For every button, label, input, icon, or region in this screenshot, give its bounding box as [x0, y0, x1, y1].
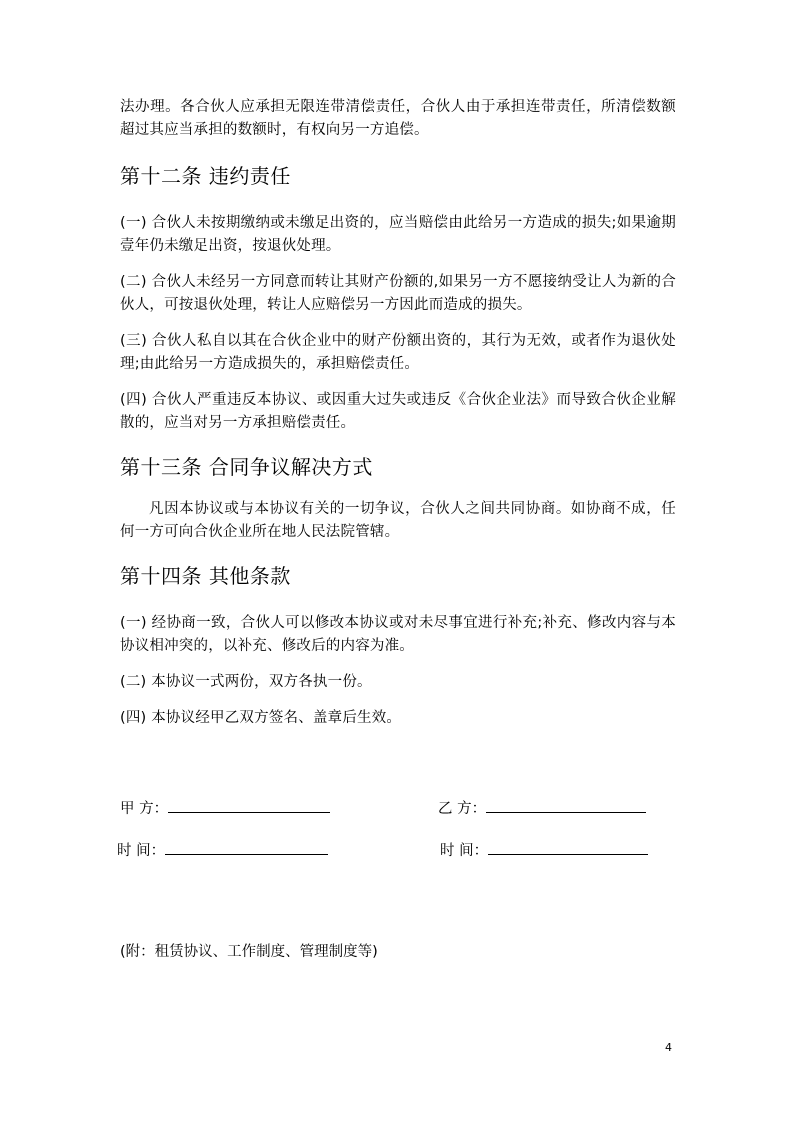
party-b-signature-line[interactable]: [486, 798, 646, 813]
attachment-note: (附：租赁协议、工作制度、管理制度等): [120, 944, 378, 960]
party-a-signature-line[interactable]: [168, 798, 330, 813]
clause-14-4: (四) 本协议经甲乙双方签名、盖章后生效。: [120, 710, 402, 726]
time-a-label: 时 间：: [117, 843, 166, 859]
clause-12-1: (一) 合伙人未按期缴纳或未缴足出资的，应当赔偿由此给另一方造成的损失;如果逾期壹年仍未缴足出资，按退伙处理。: [120, 215, 676, 254]
signature-party-b: [438, 798, 646, 819]
document-body: [120, 96, 676, 744]
section-heading-12: 第十二条 违约责任: [120, 164, 291, 188]
party-a-label: 甲 方：: [120, 801, 169, 817]
section-heading-14: 第十四条 其他条款: [120, 564, 291, 588]
signature-time-b: [440, 840, 648, 861]
page-number: 4: [665, 1041, 672, 1054]
section-heading-13: 第十三条 合同争议解决方式: [120, 455, 373, 479]
clause-12-3: (三) 合伙人私自以其在合伙企业中的财产份额出资的，其行为无效，或者作为退伙处理;由此给另一方造成损失的，承担赔偿责任。: [120, 333, 676, 372]
intro-paragraph: 法办理。各合伙人应承担无限连带清偿责任，合伙人由于承担连带责任，所清偿数额超过其应当承担的数额时，有权向另一方追偿。: [120, 99, 676, 138]
party-b-label: 乙 方：: [438, 801, 487, 817]
signature-party-a: [120, 798, 330, 819]
clause-14-1: (一) 经协商一致，合伙人可以修改本协议或对未尽事宜进行补充;补充、修改内容与本协议相冲突的，以补充、修改后的内容为准。: [120, 615, 676, 654]
clause-12-4: (四) 合伙人严重违反本协议、或因重大过失或违反《合伙企业法》而导致合伙企业解散的，应当对另一方承担赔偿责任。: [120, 392, 676, 431]
signature-time-a: [117, 840, 328, 861]
clause-13-1: 凡因本协议或与本协议有关的一切争议，合伙人之间共同协商。如协商不成，任何一方可向合伙企业所在地人民法院管辖。: [120, 501, 676, 540]
clause-12-2: (二) 合伙人未经另一方同意而转让其财产份额的,如果另一方不愿接纳受让人为新的合伙人，可按退伙处理，转让人应赔偿另一方因此而造成的损失。: [120, 274, 676, 313]
time-b-label: 时 间：: [440, 843, 489, 859]
clause-14-2: (二) 本协议一式两份，双方各执一份。: [120, 674, 372, 690]
time-b-line[interactable]: [488, 840, 648, 855]
time-a-line[interactable]: [165, 840, 328, 855]
